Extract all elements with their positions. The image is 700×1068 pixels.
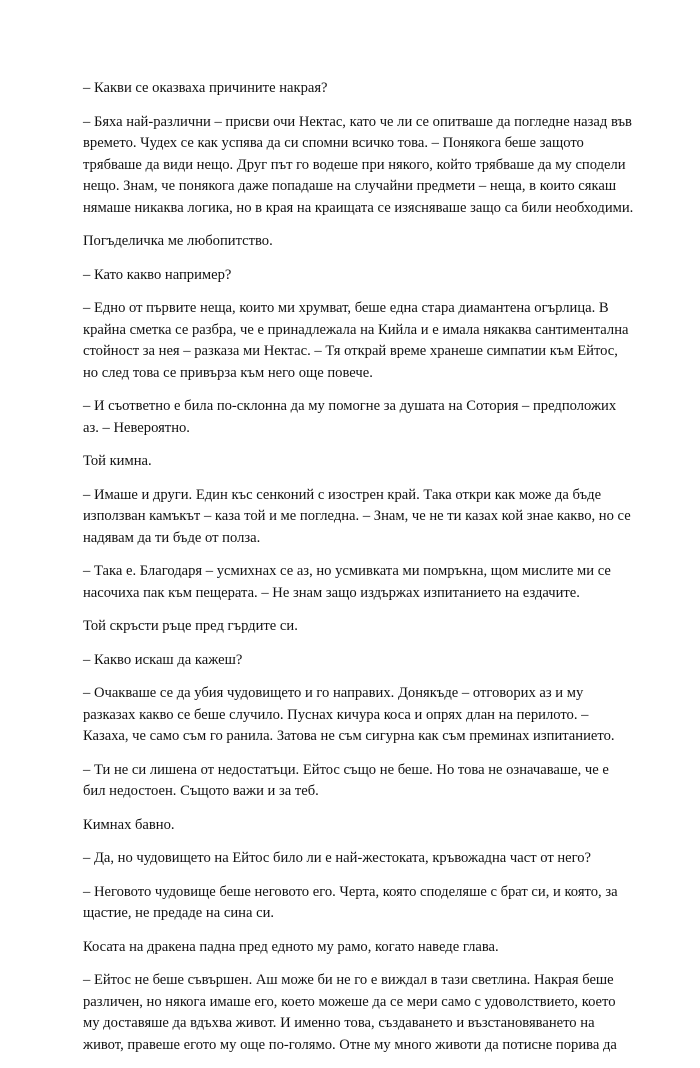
paragraph (83, 78, 613, 100)
text-line: но след това се привърза към него още повече. (83, 364, 373, 381)
text-line: разказах какво се беше случило. Пуснах кичура коса и опрях длан на перилото. – (83, 706, 589, 723)
text-line: – Какво искаш да кажеш? (83, 651, 243, 668)
text-line: живот, правеше егото му още по-голямо. Отне му много животи да потисне порива да (83, 1036, 617, 1053)
text-line: бил недостоен. Същото важи и за теб. (83, 783, 319, 799)
text-line: – Очакваше се да убия чудовището и го направих. Донякъде – отговорих аз и му (83, 685, 584, 701)
paragraph (83, 815, 613, 837)
paragraph (83, 265, 613, 287)
paragraph (83, 485, 631, 550)
paragraph (83, 882, 618, 925)
text-line: – Ти не си лишена от недостатъци. Ейтос също не беше. Но това не означаваше, че е (83, 761, 609, 778)
text-line: нямаше никаква логика, но в края на краищата се изясняваше защо са били необходими. (83, 199, 634, 216)
paragraph (83, 298, 629, 384)
text-line: нещо. Знам, че понякога даже попадаше на случайни предмети – неща, в които сякаш (83, 178, 617, 194)
text-line: – Едно от първите неща, които ми хрумват, беше една стара диамантена огърлица. В (83, 300, 609, 316)
text-line: щастие, не предаде на сина си. (83, 905, 275, 921)
text-line: – Да, но чудовището на Ейтос било ли е най-жестоката, кръвожадна част от него? (83, 850, 592, 866)
text-line: Казаха, че само съм го ранила. Затова не съм сигурна как съм преминах изпитанието. (83, 728, 615, 744)
paragraph (83, 561, 613, 604)
text-line: – Неговото чудовище беше неговото его. Черта, която споделяше с брат си, и която, за (83, 883, 618, 900)
text-line: Кимнах бавно. (83, 816, 175, 833)
text-line: аз. – Невероятно. (83, 419, 190, 436)
text-line: – Така е. Благодаря – усмихнах се аз, но усмивката ми помръкна, щом мислите ми се (83, 563, 611, 579)
text-line: – Ейтос не беше съвършен. Аш може би не го е виждал в тази светлина. Накрая беше (83, 972, 614, 988)
paragraph (83, 937, 613, 959)
paragraph (83, 616, 613, 638)
text-line: – Като какво например? (83, 266, 232, 283)
text-line: различен, но някога имаше его, което можеше да се мери само с удоволствието, което (83, 993, 616, 1010)
paragraph (83, 396, 617, 439)
text-line: Погъделичка ме любопитство. (83, 233, 273, 249)
paragraph (83, 650, 613, 672)
paragraph (83, 970, 617, 1056)
text-line: надявам да ти бъде от полза. (83, 529, 261, 546)
text-line: стойност за нея – разказа ми Нектас. – Тя открай време хранеше симпатии към Ейтос, (83, 343, 618, 359)
text-line: – Имаше и други. Един къс сенконий с изострен край. Така откри как може да бъде (83, 486, 602, 503)
text-line: времето. Чудех се как успява да си спомни всичко това. – Понякога беше защото (83, 135, 584, 151)
text-line: трябваше да види нещо. Друг път го водеше при някого, който трябваше да му сподели (83, 156, 626, 173)
paragraph (83, 848, 613, 870)
paragraph (83, 231, 613, 253)
paragraph (83, 683, 613, 748)
paragraph (83, 451, 613, 473)
text-line: насочиха пак към пещерата. – Не знам защо издържах изпитанието на ездачите. (83, 584, 580, 601)
text-line: Той кимна. (83, 453, 152, 469)
text-line: Той скръсти ръце пред гърдите си. (83, 618, 298, 634)
text-line: Косата на дракена падна пред едното му рамо, когато наведе глава. (83, 938, 499, 955)
text-line: – Какви се оказваха причините накрая? (83, 80, 328, 96)
text-line: – Бяха най-различни – присви очи Нектас, като че ли се опитваше да погледне назад във (83, 113, 632, 130)
text-line: крайна сметка се разбра, че е принадлежала на Кийла и е имала някаква сантиментална (83, 321, 629, 338)
paragraph (83, 760, 613, 803)
text-line: – И съответно е била по-склонна да му помогне за душата на Сотория – предположих (83, 398, 617, 414)
body-text (83, 78, 634, 1068)
text-line: използван камъкът – каза той и ме погледна. – Знам, че не ти казах кой знае какво, но се (83, 508, 631, 524)
paragraph (83, 112, 634, 220)
text-line: му доставяше да вдъхва живот. И именно това, създаването и възстановяването на (83, 1015, 595, 1031)
